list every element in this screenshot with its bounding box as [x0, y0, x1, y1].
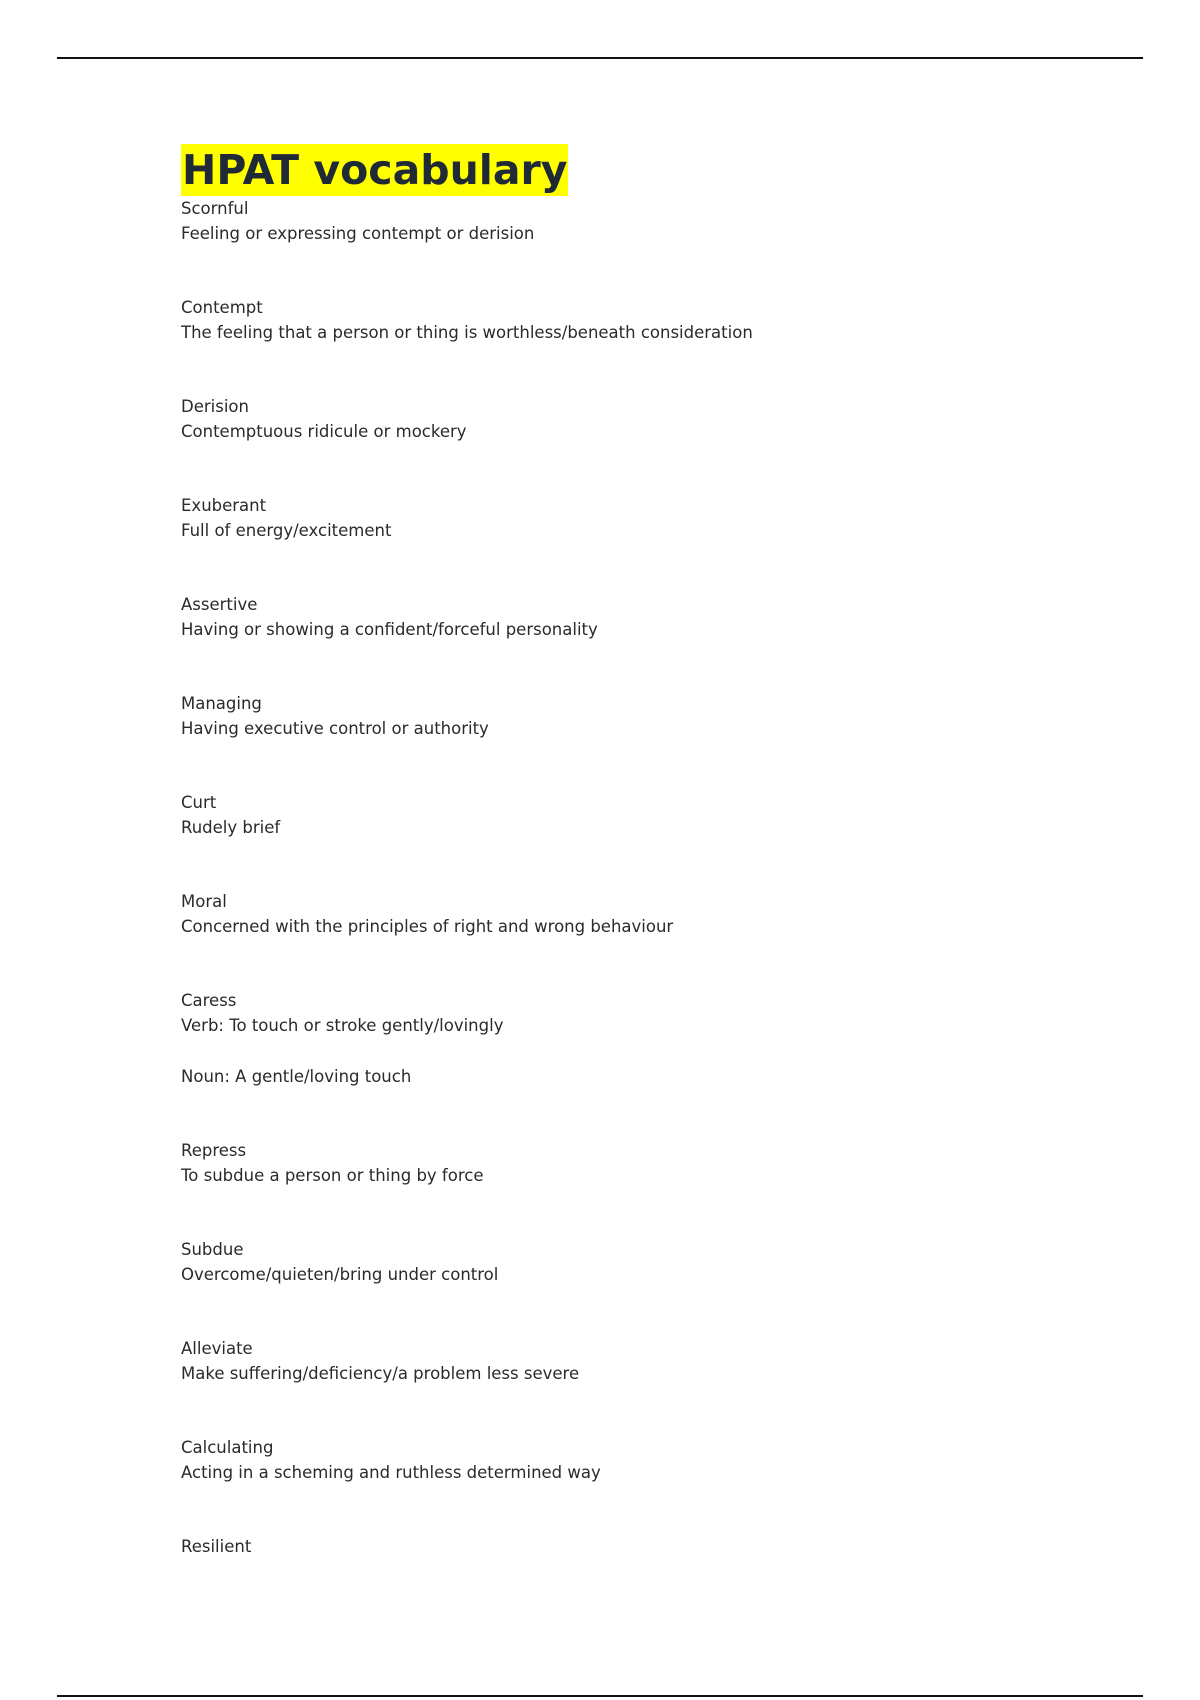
vocab-definition: Full of energy/excitement — [181, 521, 392, 540]
vocab-entry — [181, 196, 1081, 246]
page-top-rule — [57, 57, 1143, 59]
vocab-entry — [181, 988, 1081, 1089]
vocab-definition-secondary: Noun: A gentle/loving touch — [181, 1067, 412, 1086]
vocab-entry — [181, 1435, 1081, 1485]
vocab-definition: To subdue a person or thing by force — [181, 1166, 484, 1185]
vocab-term: Exuberant — [181, 496, 267, 515]
vocab-entry — [181, 394, 1081, 444]
vocab-term: Caress — [181, 991, 237, 1010]
vocab-entry — [181, 1336, 1081, 1386]
vocab-term: Subdue — [181, 1240, 244, 1259]
vocab-definition: Contemptuous ridicule or mockery — [181, 422, 467, 441]
vocab-term: Curt — [181, 793, 217, 812]
vocab-term: Contempt — [181, 298, 263, 317]
vocab-definition: Verb: To touch or stroke gently/lovingly — [181, 1016, 504, 1035]
vocab-entry — [181, 691, 1081, 741]
vocab-definition: The feeling that a person or thing is worthless/beneath consideration — [181, 323, 753, 342]
vocab-term: Alleviate — [181, 1339, 253, 1358]
vocab-entry — [181, 493, 1081, 543]
vocab-entry — [181, 295, 1081, 345]
page-bottom-rule — [57, 1695, 1143, 1697]
vocab-term: Resilient — [181, 1537, 252, 1556]
vocab-definition: Acting in a scheming and ruthless determined way — [181, 1463, 601, 1482]
document-title: HPAT vocabulary — [182, 146, 568, 194]
vocab-definition: Rudely brief — [181, 818, 281, 837]
vocab-entry — [181, 889, 1081, 939]
vocab-term: Repress — [181, 1141, 247, 1160]
vocab-entry — [181, 790, 1081, 840]
vocab-entry — [181, 592, 1081, 642]
vocab-entry — [181, 1534, 1081, 1559]
vocab-term: Managing — [181, 694, 262, 713]
vocab-definition: Make suffering/deficiency/a problem less severe — [181, 1364, 580, 1383]
vocab-term: Calculating — [181, 1438, 274, 1457]
vocab-definition: Having executive control or authority — [181, 719, 489, 738]
document-body — [181, 144, 1081, 1559]
vocab-definition: Having or showing a confident/forceful personality — [181, 620, 598, 639]
vocab-definition: Feeling or expressing contempt or derision — [181, 224, 535, 243]
vocab-term: Derision — [181, 397, 249, 416]
vocab-entry — [181, 1138, 1081, 1188]
vocab-definition: Overcome/quieten/bring under control — [181, 1265, 499, 1284]
vocab-term: Scornful — [181, 199, 249, 218]
vocab-term: Assertive — [181, 595, 258, 614]
vocab-term: Moral — [181, 892, 227, 911]
vocab-entry — [181, 1237, 1081, 1287]
vocab-definition: Concerned with the principles of right and wrong behaviour — [181, 917, 674, 936]
